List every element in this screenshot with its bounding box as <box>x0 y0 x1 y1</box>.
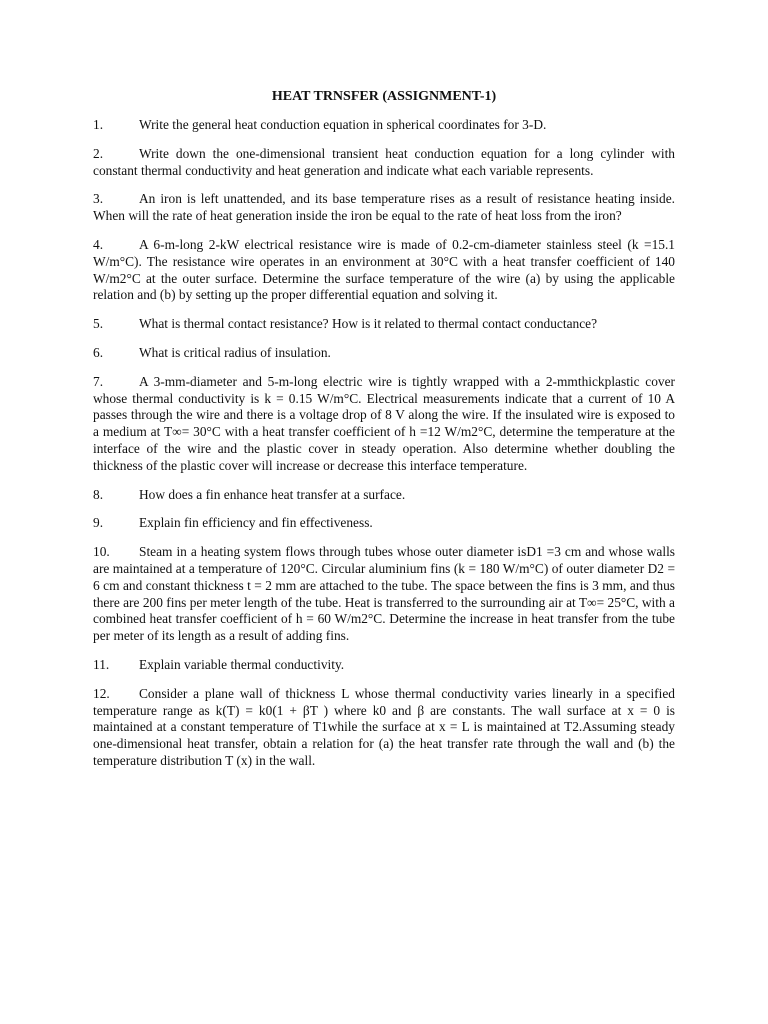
question-text: Explain variable thermal conductivity. <box>139 656 345 672</box>
question-number: 3. <box>93 191 104 207</box>
document-title: HEAT TRNSFER (ASSIGNMENT-1) <box>271 89 497 104</box>
question-number: 10. <box>93 544 110 560</box>
question-text: Write down the one-dimensional transient heat conduction equation for a long cylinder with constant thermal conductivity and heat generation and indicate what each variable represents. <box>93 145 675 178</box>
question-number: 9. <box>93 515 104 531</box>
question-5 <box>93 316 675 333</box>
question-text: Consider a plane wall of thickness L whose thermal conductivity varies linearly in a specified temperature range as k(T) = k0(1 + βT ) where k0 and β are constants. The wall surface at x = 0 is maintained at a constant temperature of T1while the surface at x = L is maintained at T2.Assuming steady one-dimensional heat transfer, obtain a relation for (a) the heat transfer rate through the wall and (b) the temperature distribution T (x) in the wall. <box>93 685 675 768</box>
question-6 <box>93 345 675 362</box>
question-text: An iron is left unattended, and its base temperature rises as a result of resistance heating inside. When will the rate of heat generation inside the iron be equal to the rate of heat loss from the iron? <box>93 191 675 224</box>
question-text: A 3-mm-diameter and 5-m-long electric wire is tightly wrapped with a 2-mmthickplastic cover whose thermal conductivity is k = 0.15 W/m°C. Electrical measurements indicate that a current of 10 A passes through the wire and there is a voltage drop of 8 V along the wire. If the insulated wire is exposed to a medium at T∞= 30°C with a heat transfer coefficient of h =12 W/m2°C, determine the temperature at the interface of the wire and the plastic cover in steady operation. Also determine whether doubling the thickness of the plastic cover will increase or decrease this interface temperature. <box>93 373 675 473</box>
question-text: A 6-m-long 2-kW electrical resistance wire is made of 0.2-cm-diameter stainless steel (k =15.1 W/m°C). The resistance wire operates in an environment at 30°C with a heat transfer coefficient of 140 W/m2°C at the outer surface. Determine the surface temperature of the wire (a) by using the applicable relation and (b) by setting up the proper differential equation and solving it. <box>93 236 675 303</box>
assignment-page <box>93 89 675 782</box>
question-text: Write the general heat conduction equation in spherical coordinates for 3-D. <box>139 117 547 132</box>
question-number: 1. <box>93 117 104 132</box>
question-1 <box>93 117 675 134</box>
question-4 <box>93 237 675 304</box>
question-2 <box>93 146 675 180</box>
question-3 <box>93 191 675 225</box>
question-number: 4. <box>93 236 104 252</box>
question-11 <box>93 657 675 674</box>
question-number: 11. <box>93 656 110 672</box>
question-9 <box>93 515 675 532</box>
question-12 <box>93 686 675 770</box>
question-text: How does a fin enhance heat transfer at a surface. <box>139 486 406 502</box>
question-8 <box>93 487 675 504</box>
question-number: 7. <box>93 373 104 389</box>
question-number: 6. <box>93 344 104 360</box>
question-text: What is thermal contact resistance? How is it related to thermal contact conductance? <box>139 316 598 332</box>
question-number: 5. <box>93 316 104 332</box>
question-number: 8. <box>93 486 104 502</box>
question-7 <box>93 374 675 475</box>
question-text: Explain fin efficiency and fin effectiveness. <box>139 515 373 531</box>
question-number: 2. <box>93 145 104 161</box>
question-10 <box>93 544 675 645</box>
question-text: What is critical radius of insulation. <box>139 344 331 360</box>
question-text: Steam in a heating system flows through tubes whose outer diameter isD1 =3 cm and whose walls are maintained at a temperature of 120°C. Circular aluminium fins (k = 180 W/m°C) of outer diameter D2 = 6 cm and constant thickness t = 2 mm are attached to the tube. The space between the fins is 3 mm, and thus there are 200 fins per meter length of the tube. Heat is transferred to the surrounding air at T∞= 25°C, with a combined heat transfer coefficient of h = 60 W/m2°C. Determine the increase in heat transfer from the tube per meter of its length as a result of adding fins. <box>93 544 675 644</box>
question-number: 12. <box>93 685 110 701</box>
